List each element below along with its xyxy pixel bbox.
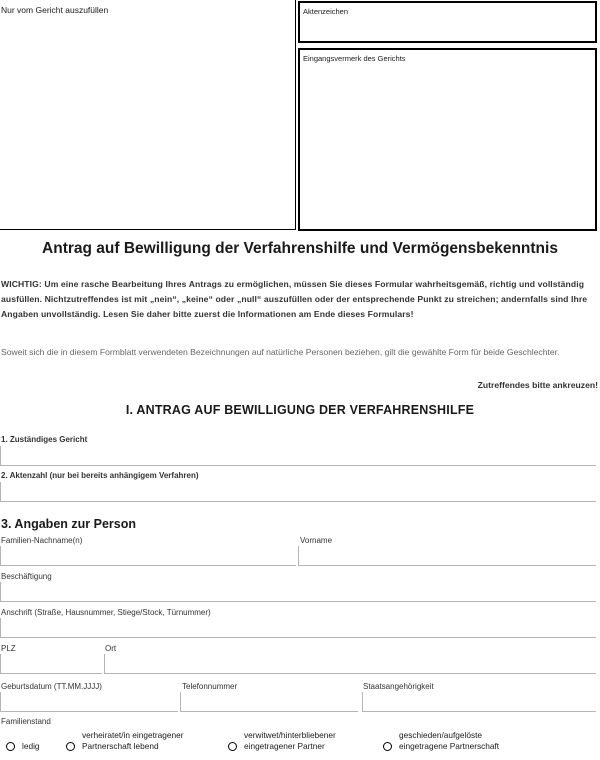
court-only-label: Nur vom Gericht auszufüllen bbox=[1, 5, 109, 15]
birthdate-label: Geburtsdatum (TT.MM.JJJJ) bbox=[1, 682, 102, 691]
gender-note: Soweit sich die in diesem Formblatt verwendeten Bezeichnungen auf natürliche Personen beziehen, gilt die gewählte Form für beide Geschlechter. bbox=[1, 347, 560, 357]
zip-field[interactable] bbox=[0, 654, 102, 674]
city-field[interactable] bbox=[104, 654, 596, 674]
occupation-input[interactable] bbox=[1, 583, 596, 602]
person-heading: 3. Angaben zur Person bbox=[1, 517, 136, 531]
case-number-label: Aktenzeichen bbox=[303, 7, 349, 16]
radio-divorced[interactable] bbox=[383, 742, 392, 751]
radio-divorced-line1: geschieden/aufgelöste bbox=[399, 730, 483, 740]
court-input[interactable] bbox=[1, 447, 596, 466]
occupation-field[interactable] bbox=[0, 582, 596, 602]
surname-label: Familien-Nachname(n) bbox=[1, 536, 83, 545]
phone-input[interactable] bbox=[181, 693, 358, 712]
court-field-label: 1. Zuständiges Gericht bbox=[1, 435, 88, 444]
firstname-input[interactable] bbox=[299, 547, 596, 566]
radio-married-line2: Partnerschaft lebend bbox=[82, 741, 159, 751]
birthdate-input[interactable] bbox=[1, 693, 178, 712]
warning-text: WICHTIG: Um eine rasche Bearbeitung Ihres Antrags zu ermöglichen, müssen Sie dieses Formular wahrheitsgemäß, richtig und vollständig ausfüllen. Nichtzutreffendes ist mit „nein“, „keine“ oder „null“ auszufüllen oder der entsprechende Punkt zu streichen; andernfalls sind Ihre Angaben unvollständig. Lesen Sie daher bitte zuerst die Informationen am Ende dieses Formulars! bbox=[1, 279, 588, 319]
radio-widowed[interactable] bbox=[228, 742, 237, 751]
address-field[interactable] bbox=[0, 618, 596, 638]
radio-single-label: ledig bbox=[22, 741, 40, 751]
city-label: Ort bbox=[105, 644, 117, 653]
radio-widowed-line2: eingetragener Partner bbox=[244, 741, 325, 751]
radio-widowed-label bbox=[244, 730, 336, 752]
receipt-note-box[interactable] bbox=[298, 48, 597, 231]
tick-note: Zutreffendes bitte ankreuzen! bbox=[477, 380, 598, 390]
occupation-label: Beschäftigung bbox=[1, 572, 52, 581]
citizenship-input[interactable] bbox=[363, 693, 596, 712]
surname-input[interactable] bbox=[1, 547, 296, 566]
radio-single[interactable] bbox=[6, 742, 15, 751]
case-number-box[interactable] bbox=[298, 1, 597, 43]
radio-married-line1: verheiratet/in eingetragener bbox=[82, 730, 184, 740]
court-field[interactable] bbox=[0, 446, 596, 466]
radio-divorced-label bbox=[399, 730, 499, 752]
case-no-field-label: 2. Aktenzahl (nur bei bereits anhängigem Verfahren) bbox=[1, 471, 199, 480]
radio-married[interactable] bbox=[66, 742, 75, 751]
marital-label: Familienstand bbox=[1, 717, 51, 726]
phone-label: Telefonnummer bbox=[182, 682, 238, 691]
surname-field[interactable] bbox=[0, 546, 296, 566]
firstname-label: Vorname bbox=[300, 536, 333, 545]
citizenship-field[interactable] bbox=[362, 692, 596, 712]
radio-married-label bbox=[82, 730, 183, 752]
radio-divorced-line2: eingetragene Partnerschaft bbox=[399, 741, 500, 751]
zip-label: PLZ bbox=[1, 644, 16, 653]
court-only-area bbox=[0, 0, 296, 230]
firstname-field[interactable] bbox=[298, 546, 596, 566]
radio-widowed-line1: verwitwet/hinterbliebener bbox=[244, 730, 336, 740]
citizenship-label: Staatsangehörigkeit bbox=[363, 682, 434, 691]
city-input[interactable] bbox=[105, 655, 596, 674]
section-heading: I. ANTRAG AUF BEWILLIGUNG DER VERFAHRENSHILFE bbox=[125, 403, 475, 417]
address-input[interactable] bbox=[1, 619, 596, 638]
case-no-field[interactable] bbox=[0, 482, 596, 502]
birthdate-field[interactable] bbox=[0, 692, 178, 712]
case-no-input[interactable] bbox=[1, 483, 596, 502]
receipt-note-label: Eingangsvermerk des Gerichts bbox=[303, 54, 406, 63]
zip-input[interactable] bbox=[1, 655, 102, 674]
form-title: Antrag auf Bewilligung der Verfahrenshilfe und Vermögensbekenntnis bbox=[42, 240, 558, 257]
phone-field[interactable] bbox=[180, 692, 358, 712]
address-label: Anschrift (Straße, Hausnummer, Stiege/Stock, Türnummer) bbox=[1, 608, 211, 617]
